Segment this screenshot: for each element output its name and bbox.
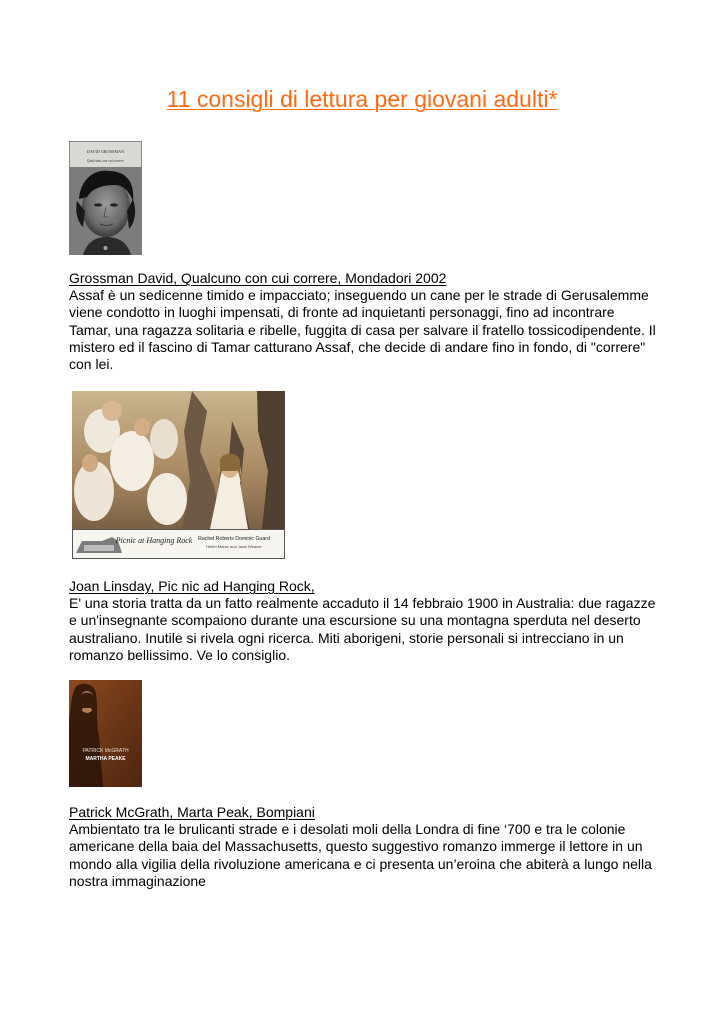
grossman-cover-author: DAVID GROSSMAN [86, 149, 125, 154]
hanging-rock-poster-title: Picnic at Hanging Rock [115, 536, 193, 545]
film-poster-hanging-rock [72, 391, 285, 559]
page-title: 11 consigli di lettura per giovani adulti* [166, 86, 558, 112]
mcgrath-cover-image [69, 680, 142, 787]
grossman-cover-image [69, 141, 142, 255]
hanging-rock-poster-subcredits: Helen Morse and Jacki Weaver [206, 544, 262, 549]
book-description: Ambientato tra le brulicanti strade e i desolati moli della Londra di fine ‘700 e tra le colonie americane della baia del Massachusetts, questo suggestivo romanzo immerge il lettore in un mondo alla vigilia della rivoluzione americana e ci presenta un’eroina che abiterà a lungo nella nostra immaginazione [69, 821, 652, 889]
book-entry-grossman [69, 270, 659, 373]
hanging-rock-poster-credits: Rachel Roberts Dominic Guard [198, 536, 270, 542]
book-description: E' una storia tratta da un fatto realmente accaduto il 14 febbraio 1900 in Australia: due ragazze e un'insegnante scompaiono durante una escursione su una montagna sperduta nel deserto australiano. Inutile si rivela ogni ricerca. Miti aborigeni, storie personali si intrecciano in un romanzo bellissimo. Ve lo consiglio. [69, 595, 656, 663]
book-heading: Joan Linsday, Pic nic ad Hanging Rock, [69, 578, 315, 594]
book-cover-mcgrath [69, 680, 142, 787]
mcgrath-cover-title: MARTHA PEAKE [85, 756, 126, 762]
book-heading: Patrick McGrath, Marta Peak, Bompiani [69, 804, 315, 820]
grossman-cover-title: Qualcuno con cui correre [87, 159, 124, 163]
book-description: Assaf è un sedicenne timido e impacciato; inseguendo un cane per le strade di Gerusalemme viene condotto in luoghi impensati, di fronte ad inquietanti personaggi, fino ad incontrare Tamar, una ragazza solitaria e ribelle, fuggita di casa per salvare il fratello tossicodipendente. Il mistero ed il fascino di Tamar catturano Assaf, che decide di andare fino in fondo, di "correre" con lei. [69, 287, 656, 373]
book-cover-grossman [69, 141, 142, 255]
book-entry-mcgrath [69, 804, 659, 890]
hanging-rock-poster-image [72, 391, 285, 559]
mcgrath-cover-author: PATRICK McGRATH [82, 748, 129, 754]
book-heading: Grossman David, Qualcuno con cui correre, Mondadori 2002 [69, 270, 447, 286]
book-entry-lindsay [69, 578, 659, 664]
